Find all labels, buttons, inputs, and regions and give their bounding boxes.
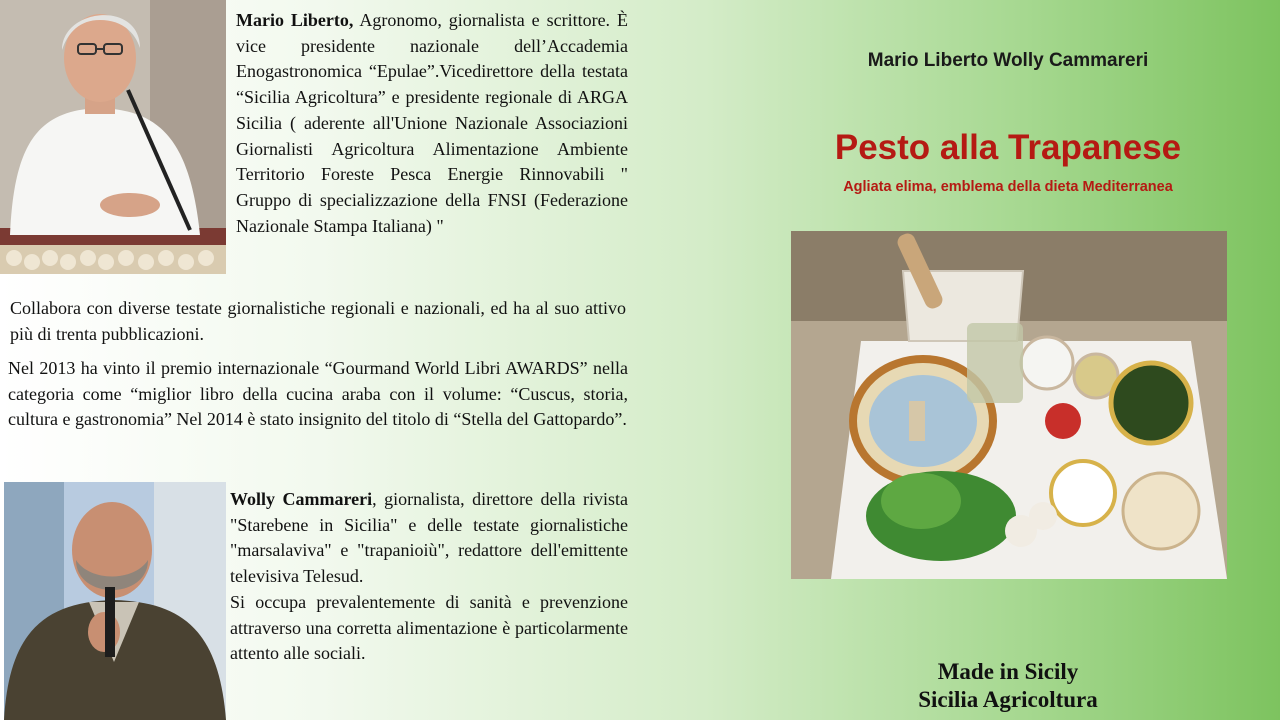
footer xyxy=(790,658,1226,714)
mario-liberto-bio xyxy=(236,8,628,239)
mario-liberto-name: Mario Liberto, xyxy=(236,10,354,30)
pesto-ingredients-photo xyxy=(791,231,1227,579)
wolly-cammareri-name: Wolly Cammareri xyxy=(230,489,373,509)
wolly-cammareri-bio xyxy=(230,487,628,590)
mario-liberto-photo xyxy=(0,0,226,274)
mario-liberto-bio-text: Agronomo, giornalista e scrittore. È vice presidente nazionale dell’Accademia Enogastronomica “Epulae”.Vicedirettore della testata “Sicilia Agricoltura” e presidente regionale di ARGA Sicilia ( aderente all'Unione Nazionale Associazioni Giornalisti Agricoltura Alimentazione Ambiente Territorio Foreste Pesca Energie Rinnovabili " Gruppo di specializzazione della FNSI (Federazione Nazionale Stampa Italiana) " xyxy=(236,10,628,236)
book-subtitle: Agliata elima, emblema della dieta Mediterranea xyxy=(843,179,1173,195)
footer-sicilia-agricoltura: Sicilia Agricoltura xyxy=(918,687,1098,712)
wolly-cammareri-bio-text: , giornalista, direttore della rivista "Starebene in Sicilia" e delle testate giornalistiche "marsalaviva" e "trapanioiù", redattore dell'emittente televisiva Telesud. xyxy=(230,489,628,587)
book-authors: Mario Liberto Wolly Cammareri xyxy=(867,50,1149,71)
mario-collab-paragraph: Collabora con diverse testate giornalistiche regionali e nazionali, ed ha al suo attivo più di trenta pubblicazioni. xyxy=(10,298,626,344)
mario-award-paragraph: Nel 2013 ha vinto il premio internazionale “Gourmand World Libri AWARDS” nella categoria come “miglior libro della cucina araba con il volume: “Cuscus, storia, cultura e gastronomia” Nel 2014 è stato insignito del titolo di “Stella del Gattopardo”. xyxy=(8,358,628,430)
wolly-cammareri-photo xyxy=(4,482,226,720)
footer-made-in-sicily: Made in Sicily xyxy=(937,659,1079,684)
book-title: Pesto alla Trapanese xyxy=(834,128,1182,167)
wolly-cammareri-bio-continued: Si occupa prevalentemente di sanità e prevenzione attraverso una corretta alimentazione è particolarmente attento alle sociali. xyxy=(230,592,628,664)
